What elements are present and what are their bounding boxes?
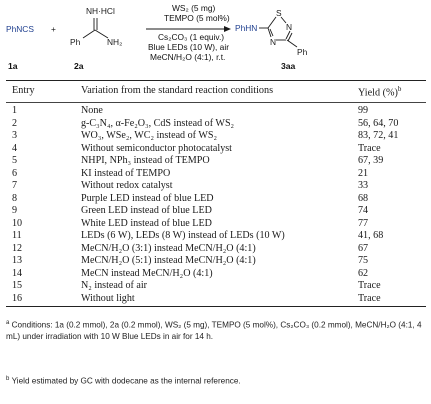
cell-variation: WO₃, WSe₂, WC₂ instead of WS₂ [81,130,218,141]
table-row [6,268,426,280]
footnote-b-text: Yield estimated by GC with dodecane as the internal reference. [11,376,241,386]
table-row [6,105,426,117]
cell-entry: 8 [12,192,18,204]
cell-variation: Without redox catalyst [81,180,173,191]
header-yield-text: Yield (%) [358,87,398,99]
cell-variation: LEDs (6 W), LEDs (8 W) instead of LEDs (10 W) [81,230,285,241]
footnote-a-text: Conditions: 1a (0.2 mmol), 2a (0.2 mmol), WS₂ (5 mg), TEMPO (5 mol%), Cs₂CO₃ (0.2 mmol), MeCN/H₂O (4:1, 4 mL) under irradiation with 10 W Blue LEDs in air for 14 h. [6,320,422,341]
cell-yield: 56, 64, 70 [358,117,399,129]
cell-entry: 2 [12,117,18,129]
cell-yield: 74 [358,205,369,216]
table-row [6,143,426,155]
label-1a: 1a [8,61,18,71]
product-ring-n-top: N [286,22,293,32]
table-row [6,230,426,242]
cell-yield: 99 [358,105,369,116]
cell-variation: Green LED instead of blue LED [81,205,212,216]
cell-variation: None [81,105,103,116]
cell-entry: 3 [12,130,18,141]
cell-entry: 4 [12,142,18,154]
label-2a: 2a [74,61,84,71]
footnote-a-marker: a [6,320,10,326]
table-row [6,255,426,267]
table-row [6,293,426,305]
header-entry: Entry [12,85,35,96]
cell-yield: 67 [358,242,369,254]
cell-entry: 10 [12,217,23,229]
cell-yield: 33 [358,180,369,191]
cell-entry: 1 [12,105,18,116]
reaction-scheme-drawing [0,0,431,75]
cell-entry: 16 [12,292,23,304]
cell-entry: 11 [12,230,22,241]
condition-blue-leds: Blue LEDs (10 W), air [148,42,229,52]
table-top-rule [6,80,426,81]
product-ring-n-bottom: N [270,37,277,47]
cell-variation: MeCN/H₂O (5:1) instead MeCN/H₂O (4:1) [81,255,256,266]
cell-yield: 21 [358,167,369,179]
cell-yield: 77 [358,217,369,229]
footnote-a [6,318,426,342]
cell-variation: MeCN/H₂O (3:1) instead MeCN/H₂O (4:1) [81,242,256,254]
table-bottom-rule [6,306,426,307]
cell-entry: 6 [12,167,18,179]
header-variation: Variation from the standard reaction conditions [81,85,274,96]
cell-yield: Trace [358,142,381,154]
cell-variation: White LED instead of blue LED [81,217,212,229]
table-row [6,243,426,255]
cell-variation: MeCN instead MeCN/H₂O (4:1) [81,267,213,279]
cell-yield: 67, 39 [358,155,384,166]
plus-sign: + [51,24,56,34]
table-row [6,280,426,292]
footnote-b-marker: b [6,376,10,382]
cell-variation: N₂ instead of air [81,280,148,291]
product-phhn: PhHN [235,23,258,33]
cell-yield: Trace [358,280,381,291]
reactant-2-nh-hcl: NH·HCl [86,6,115,16]
header-yield-sup: b [397,85,402,93]
cell-variation: Purple LED instead of blue LED [81,192,214,204]
bond-ring-ph [287,40,297,47]
cell-entry: 7 [12,180,18,191]
reactant-2-nh2: NH₂ [107,37,123,47]
cell-yield: 62 [358,267,369,279]
cell-yield: 68 [358,192,369,204]
bond-c-ph [83,30,95,38]
condition-solvent: MeCN/H₂O (4:1), r.t. [150,52,226,62]
product-ph: Ph [297,47,308,57]
table-row [6,155,426,167]
table-row [6,130,426,142]
table-row [6,180,426,192]
condition-cs2co3: Cs₂CO₃ (1 equiv.) [158,32,225,42]
table-row [6,218,426,230]
product-structure [235,8,308,57]
reactant-1-formula: PhNCS [6,24,34,34]
cell-variation: NHPI, NPh₃ instead of TEMPO [81,155,210,166]
reaction-scheme [0,0,431,75]
table-row [6,193,426,205]
table-row [6,118,426,130]
cell-yield: 83, 72, 41 [358,130,399,141]
header-yield [358,85,401,98]
cell-entry: 14 [12,267,23,279]
ring-bond-c5-s [268,17,276,28]
cell-entry: 15 [12,280,23,291]
cell-variation: g-C₃N₄, α-Fe₂O₃, CdS instead of WS₂ [81,117,235,129]
reactant-2-structure [70,6,122,47]
table-row [6,205,426,217]
table-row [6,168,426,180]
cell-entry: 9 [12,205,18,216]
cell-variation: KI instead of TEMPO [81,167,171,179]
cell-yield: 41, 68 [358,230,384,241]
reactant-2-ph: Ph [70,37,81,47]
cell-entry: 12 [12,242,23,254]
reaction-arrow-head [224,26,231,32]
product-ring-s: S [276,8,282,18]
cell-yield: 75 [358,255,369,266]
cell-variation: Without semiconductor photocatalyst [81,142,232,154]
condition-ws2: WS₂ (5 mg) [172,3,216,13]
label-3aa: 3aa [281,61,296,71]
cell-variation: Without light [81,292,135,304]
table-header-rule [6,102,426,103]
condition-tempo: TEMPO (5 mol%) [164,13,230,23]
cell-entry: 5 [12,155,18,166]
footnote-b [6,374,426,387]
cell-yield: Trace [358,292,381,304]
cell-entry: 13 [12,255,23,266]
